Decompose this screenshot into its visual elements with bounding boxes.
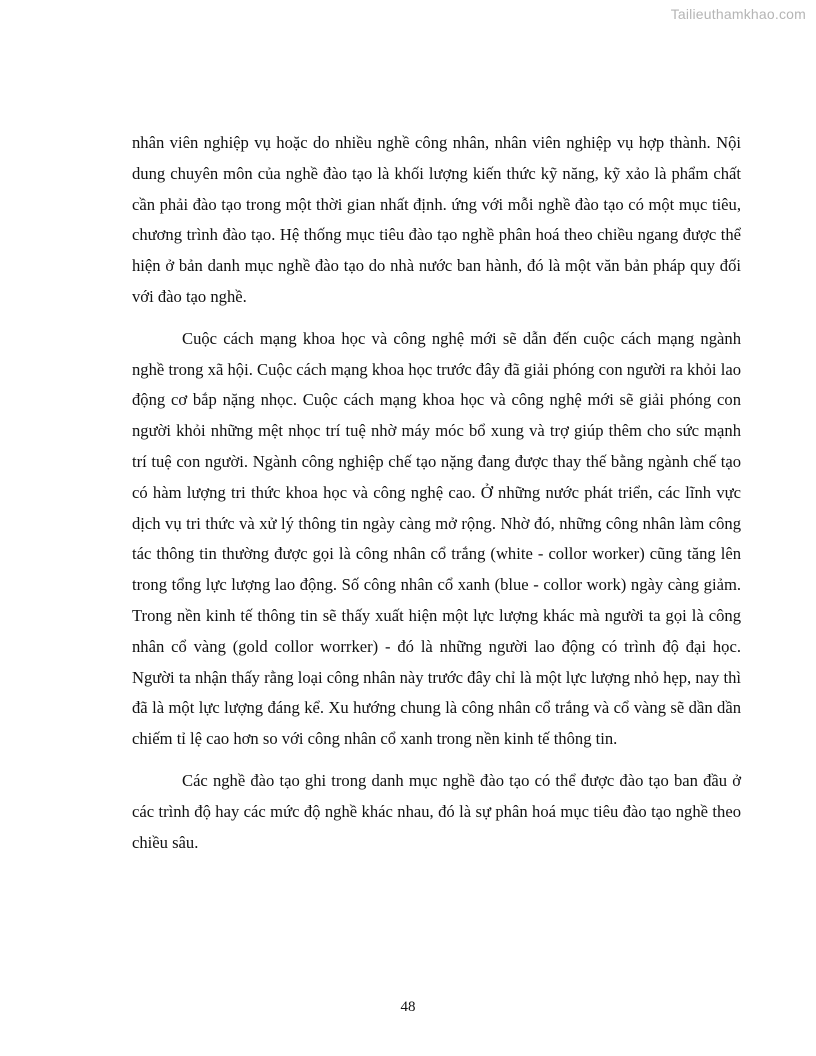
document-body — [132, 128, 741, 869]
paragraph-1: nhân viên nghiệp vụ hoặc do nhiều nghề công nhân, nhân viên nghiệp vụ hợp thành. Nội dung chuyên môn của nghề đào tạo là khối lượng kiến thức kỹ năng, kỹ xảo là phẩm chất cần phải đào tạo trong một thời gian nhất định. ứng với mỗi nghề đào tạo có một mục tiêu, chương trình đào tạo. Hệ thống mục tiêu đào tạo nghề phân hoá theo chiều ngang được thể hiện ở bản danh mục nghề đào tạo do nhà nước ban hành, đó là một văn bản pháp quy đối với đào tạo nghề. — [132, 133, 741, 306]
watermark-text: Tailieuthamkhao.com — [670, 6, 806, 22]
paragraph-2: Cuộc cách mạng khoa học và công nghệ mới sẽ dẫn đến cuộc cách mạng ngành nghề trong xã hội. Cuộc cách mạng khoa học trước đây đã giải phóng con người ra khỏi lao động cơ bắp nặng nhọc. Cuộc cách mạng khoa học và công nghệ mới sẽ giải phóng con người khỏi những mệt nhọc trí tuệ nhờ máy móc bổ xung và trợ giúp thêm cho sức mạnh trí tuệ con người. Ngành công nghiệp chế tạo nặng đang được thay thế bằng ngành chế tạo có hàm lượng tri thức khoa học và công nghệ cao. Ở những nước phát triển, các lĩnh vực dịch vụ tri thức và xử lý thông tin ngày càng mở rộng. Nhờ đó, những công nhân làm công tác thông tin thường được gọi là công nhân cổ trắng (white - collor worker) cũng tăng lên trong tổng lực lượng lao động. Số công nhân cổ xanh (blue - collor work) ngày càng giảm. Trong nền kinh tế thông tin sẽ thấy xuất hiện một lực lượng khác mà người ta gọi là công nhân cổ vàng (gold collor worrker) - đó là những người lao động có trình độ đại học. Người ta nhận thấy rằng loại công nhân này trước đây chỉ là một lực lượng nhỏ hẹp, nay thì đã là một lực lượng đáng kể. Xu hướng chung là công nhân cổ trắng và cổ vàng sẽ dần dần chiếm tỉ lệ cao hơn so với công nhân cổ xanh trong nền kinh tế thông tin. — [132, 328, 741, 749]
paragraph-3: Các nghề đào tạo ghi trong danh mục nghề đào tạo có thể được đào tạo ban đầu ở các trình độ hay các mức độ nghề khác nhau, đó là sự phân hoá mục tiêu đào tạo nghề theo chiều sâu. — [132, 770, 741, 852]
page-number: 48 — [400, 999, 416, 1015]
